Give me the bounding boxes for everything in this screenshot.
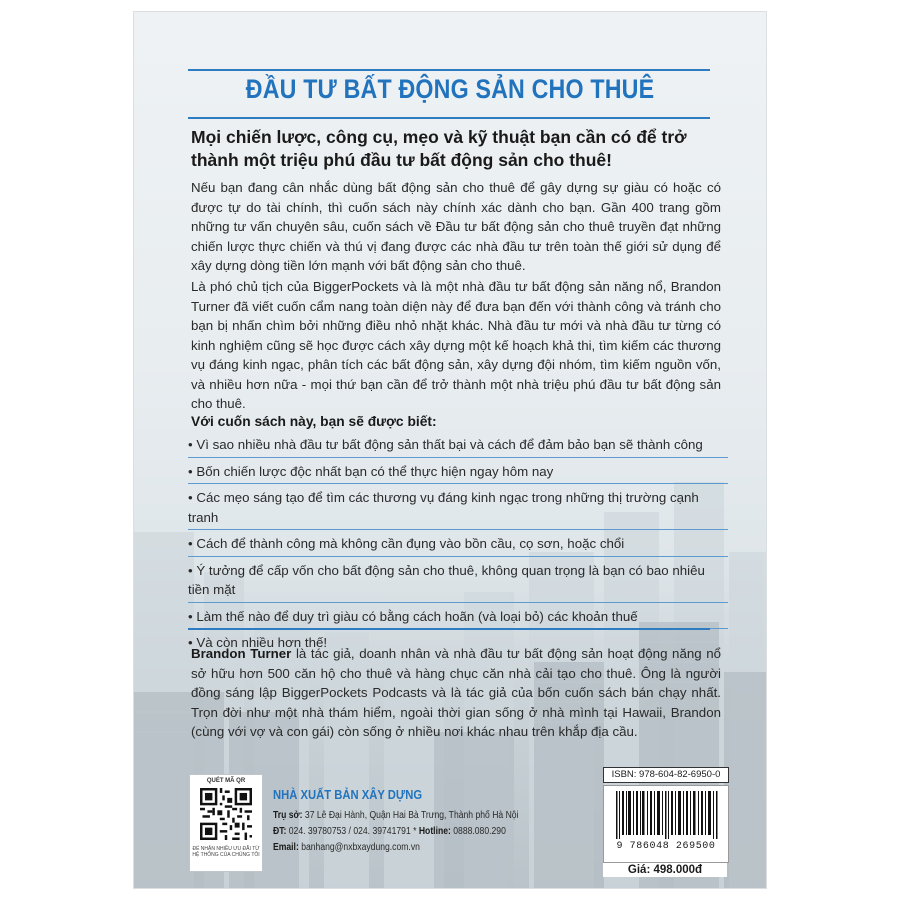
lead-tagline: Mọi chiến lược, công cụ, mẹo và kỹ thuật bạn cần có để trở thành một triệu phú đầu tư bất động sản cho thuê! [191, 127, 687, 170]
book-title: ĐẦU TƯ BẤT ĐỘNG SẢN CHO THUÊ [245, 74, 655, 104]
title-top-rule [188, 69, 710, 71]
author-bio-text: là tác giả, doanh nhân và nhà đầu tư bất động sản hoạt động năng nổ sở hữu hơn 500 căn hộ cho thuê và hàng chục căn nhà cải tạo cho thuê. Ông là người đồng sáng lập BiggerPockets Podcasts và là tác giả của bốn cuốn sách bán chạy nhất. Trọn đời như một nhà thám hiểm, ngoài thời gian sống ở nhà mình tại Hawaii, Brandon (cùng với vợ và con gái) còn sống ở nhiều nơi khác nhau trên khắp địa cầu. [191, 646, 721, 739]
email-value: banhang@nxbxaydung.com.vn [298, 842, 420, 853]
email-label: Email: [273, 842, 299, 853]
qr-caption: ĐỂ NHẬN NHIỀU ƯU ĐÃI TỪ HỆ THỐNG CỦA CHÚNG TÔI [192, 846, 260, 858]
address-label: Trụ sở: [273, 810, 303, 821]
address-value: 37 Lê Đại Hành, Quận Hai Bà Trưng, Thành phố Hà Nội [302, 810, 519, 821]
qr-label: QUÉT MÃ QR [206, 778, 246, 784]
benefit-item: • Cách để thành công mà không cần đụng vào bồn cầu, cọ sơn, hoặc chổi [188, 532, 728, 557]
benefit-item: • Các mẹo sáng tạo để tìm các thương vụ đáng kinh ngạc trong những thị trường cạnh tranh [188, 486, 728, 530]
hotline-value: 0888.080.290 [450, 826, 506, 837]
benefit-item: • Và còn nhiều hơn thế! [188, 635, 328, 650]
bio-top-rule [188, 628, 710, 630]
book-back-cover [134, 12, 766, 888]
price-label: Giá: 498.000đ [603, 863, 727, 877]
benefit-item: • Bốn chiến lược độc nhất bạn có thể thực hiện ngay hôm nay [188, 460, 728, 485]
isbn-label: ISBN: 978-604-82-6950-0 [603, 767, 729, 783]
description-paragraph-2: Là phó chủ tịch của BiggerPockets và là một nhà đầu tư bất động sản năng nổ, Brandon Turner đã viết cuốn cẩm nang toàn diện này để đưa bạn đến với thành công và tránh cho bạn bị nhấn chìm bởi những điều nhỏ nhặt khác. Nhà đầu tư mới và nhà đầu tư từng có kinh nghiệm cũng sẽ học được cách xây dựng một kế hoạch khả thi, tìm kiếm các thương vụ đáng kinh ngạc, phân tích các bất động sản, xây dựng đội nhóm, tìm kiếm nguồn vốn, và nhiều hơn nữa - mọi thứ bạn cần để trở thành một nhà triệu phú đầu tư bất động sản cho thuê. [191, 279, 721, 411]
author-bio [191, 644, 721, 742]
publisher-email [273, 840, 531, 856]
publisher-name: NHÀ XUẤT BẢN XÂY DỰNG [273, 788, 423, 802]
publisher-address [273, 808, 531, 824]
learn-heading: Với cuốn sách này, bạn sẽ được biết: [191, 414, 437, 429]
barcode-box [603, 785, 729, 863]
benefit-item: • Vì sao nhiều nhà đầu tư bất động sản thất bại và cách để đảm bảo bạn sẽ thành công [188, 433, 728, 458]
description-paragraph-1: Nếu bạn đang cân nhắc dùng bất động sản cho thuê để gây dựng sự giàu có hoặc có được tự do tài chính, thì cuốn sách này chính xác dành cho bạn. Gần 400 trang gồm những tư vấn chuyên sâu, cuốn sách về Đầu tư bất động sản cho thuê truyền đạt những chiến lược thực chiến và thú vị đang được các nhà đầu tư trên toàn thế giới sử dụng để xây dựng dòng tiền lớn mạnh với bất động sản cho thuê. [191, 180, 721, 273]
publisher-block [273, 788, 573, 856]
benefit-item: • Ý tưởng để cấp vốn cho bất động sản cho thuê, không quan trọng là bạn có bao nhiêu tiền mặt [188, 559, 728, 603]
barcode-icon [616, 791, 718, 839]
publisher-phones [273, 824, 531, 840]
phone-value: 024. 39780753 / 024. 39741791 * [286, 826, 419, 837]
hotline-label: Hotline: [418, 826, 451, 837]
benefit-list [188, 433, 728, 657]
phone-label: ĐT: [273, 826, 287, 837]
qr-card [189, 774, 263, 872]
qr-code-icon[interactable] [200, 788, 252, 840]
title-bottom-rule [188, 117, 710, 119]
author-name: Brandon Turner [191, 646, 292, 661]
benefit-item: • Làm thế nào để duy trì giàu có bằng cách hoãn (và loại bỏ) các khoản thuế [188, 605, 728, 630]
barcode-number: 9 786048 269500 [616, 841, 716, 852]
